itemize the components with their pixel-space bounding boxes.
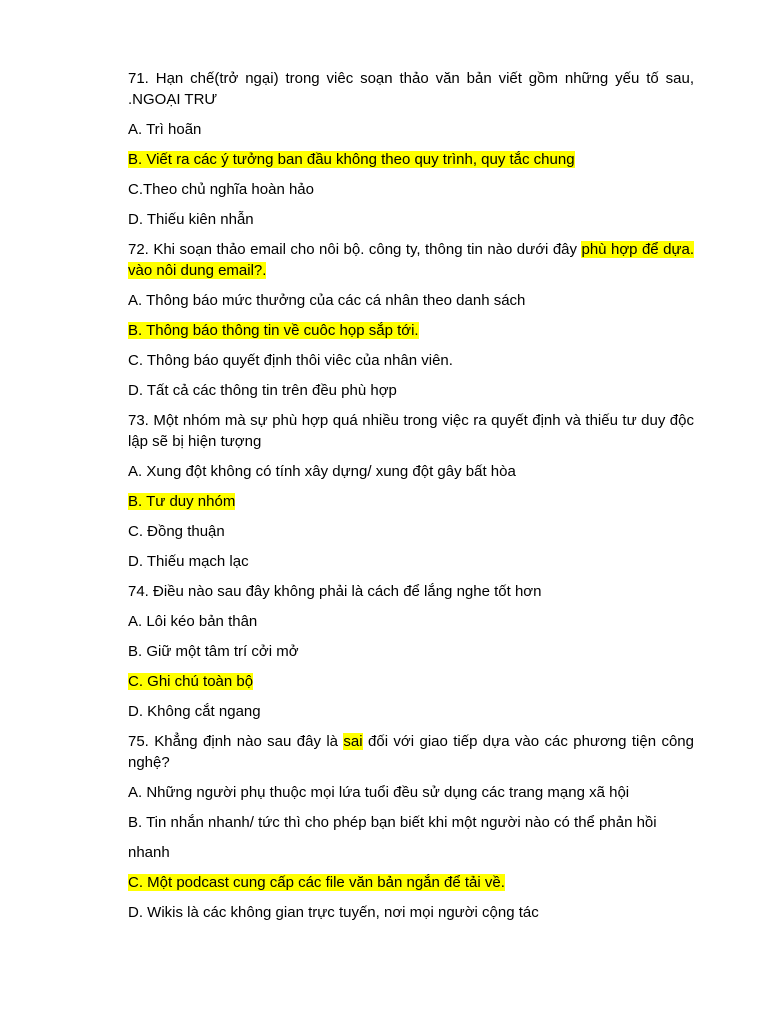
question-74-option-c bbox=[128, 671, 694, 692]
question-71-stem: 71. Hạn chế(trở ngại) trong viêc soạn thảo văn bản viết gồm những yếu tố sau, .NGOẠI TRƯ bbox=[128, 70, 694, 108]
question-74-option-d: D. Không cắt ngang bbox=[128, 703, 261, 720]
answer-highlight: B. Thông báo thông tin về cuôc họp sắp tới. bbox=[128, 322, 419, 339]
answer-highlight: B. Viết ra các ý tưởng ban đầu không theo quy trình, quy tắc chung bbox=[128, 151, 575, 168]
answer-highlight: C. Ghi chú toàn bộ bbox=[128, 673, 254, 690]
question-72-option-d: D. Tất cả các thông tin trên đều phù hợp bbox=[128, 382, 397, 399]
question-75-stem-text: 75. Khẳng định nào sau đây là bbox=[128, 733, 344, 750]
question-71-option-a: A. Trì hoãn bbox=[128, 121, 202, 138]
question-75-stem-highlight: sai bbox=[343, 733, 363, 750]
answer-highlight: C. Một podcast cung cấp các file văn bản ngắn để tải về. bbox=[128, 874, 505, 891]
question-75-option-b: B. Tin nhắn nhanh/ tức thì cho phép bạn biết khi một người nào có thể phản hồi bbox=[128, 814, 657, 831]
question-74-stem: 74. Điều nào sau đây không phải là cách để lắng nghe tốt hơn bbox=[128, 583, 542, 600]
question-74-option-a: A. Lôi kéo bản thân bbox=[128, 613, 258, 630]
question-72-stem-text: 72. Khi soạn thảo email cho nôi bộ. công ty, thông tin nào dưới đây bbox=[128, 241, 582, 258]
question-74-option-b: B. Giữ một tâm trí cởi mở bbox=[128, 643, 299, 660]
question-75-option-a: A. Những người phụ thuộc mọi lứa tuổi đều sử dụng các trang mạng xã hội bbox=[128, 784, 630, 801]
question-73-option-d: D. Thiếu mạch lạc bbox=[128, 553, 249, 570]
question-75-stem bbox=[128, 731, 694, 773]
question-75-option-b-continued: nhanh bbox=[128, 844, 170, 861]
question-71-option-d: D. Thiếu kiên nhẫn bbox=[128, 211, 254, 228]
question-75-option-c bbox=[128, 872, 694, 893]
question-72-option-a: A. Thông báo mức thưởng của các cá nhân theo danh sách bbox=[128, 292, 526, 309]
question-71-option-b bbox=[128, 149, 694, 170]
question-73-option-b bbox=[128, 491, 694, 512]
question-75-stem-text-end: đối với giao tiếp dựa vào các phương tiện công nghệ? bbox=[128, 733, 694, 771]
question-72-option-c: C. Thông báo quyết định thôi viêc của nhân viên. bbox=[128, 352, 453, 369]
answer-highlight: B. Tư duy nhóm bbox=[128, 493, 236, 510]
question-75-option-d: D. Wikis là các không gian trực tuyến, nơi mọi người cộng tác bbox=[128, 904, 539, 921]
question-73-option-a: A. Xung đột không có tính xây dựng/ xung đột gây bất hòa bbox=[128, 463, 516, 480]
question-73-stem: 73. Một nhóm mà sự phù hợp quá nhiều trong việc ra quyết định và thiếu tư duy độc lập sẽ bị hiện tượng bbox=[128, 412, 694, 450]
question-list bbox=[128, 68, 694, 932]
question-72-stem-highlight: phù hợp để dựa. vào nôi dung email?. bbox=[128, 241, 694, 279]
question-72-stem bbox=[128, 239, 694, 281]
question-73-option-c: C. Đồng thuận bbox=[128, 523, 225, 540]
question-72-option-b bbox=[128, 320, 694, 341]
question-71-option-c: C.Theo chủ nghĩa hoàn hảo bbox=[128, 181, 314, 198]
